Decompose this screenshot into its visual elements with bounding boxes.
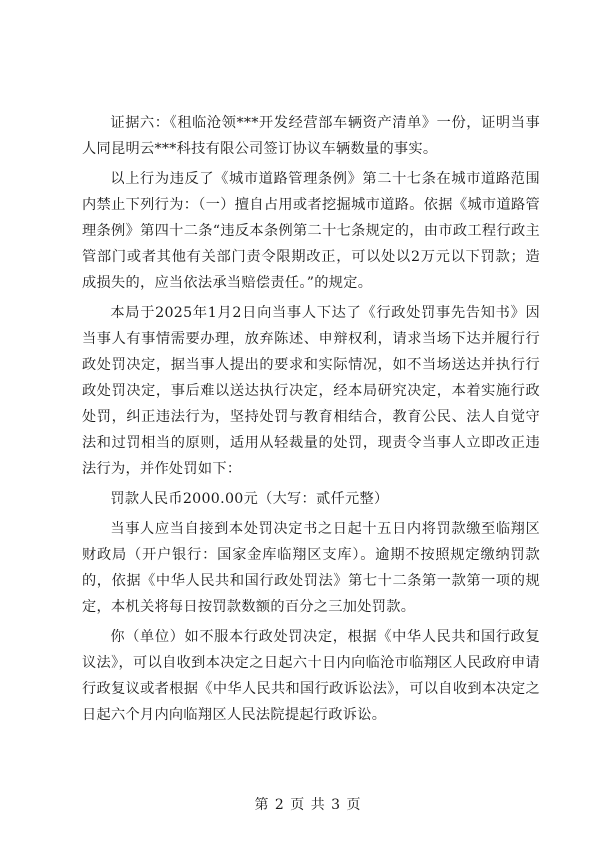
page-number-footer (0, 794, 616, 814)
paragraph-evidence-six: 证据六：《租临沧领***开发经营部车辆资产清单》一份，证明当事人同昆明云***科技有限公司签订协议车辆数量的事实。 (82, 115, 540, 157)
paragraph-fine-amount: 罚款人民币2000.00元（大写：贰仟元整） (110, 491, 389, 507)
paragraph-violation: 以上行为违反了《城市道路管理条例》第二十七条在城市道路范围内禁止下列行为：（一）擅自占用或者挖掘城市道路。依据《城市道路管理条例》第四十二条“违反本条例第二十七条规定的，由市政工程行政主管部门或者其他有关部门责令限期改正，可以处以2万元以下罚款；造成损失的，应当依法承当赔偿责任。”的规定。 (82, 171, 540, 291)
page-number-label: 第 2 页 共 3 页 (254, 797, 362, 813)
document-body (82, 110, 540, 732)
paragraph-decision: 本局于2025年1月2日向当事人下达了《行政处罚事先告知书》因当事人有事情需要办理，放弃陈述、申辩权利，请求当场下达并履行行政处罚决定，据当事人提出的要求和实际情况，如不当场送达并执行行政处罚决定，事后难以送达执行决定，经本局研究决定，本着实施行政处罚，纠正违法行为，坚持处罚与教育相结合，教育公民、法人自觉守法和过罚相当的原则，适用从轻裁量的处罚，现责令当事人立即改正违法行为，并作处罚如下： (82, 305, 540, 477)
paragraph-appeal: 你（单位）如不服本行政处罚决定，根据《中华人民共和国行政复议法》，可以自收到本决定之日起六十日内向临沧市临翔区人民政府申请行政复议或者根据《中华人民共和国行政诉讼法》，可以自收到本决定之日起六个月内向临翔区人民法院提起行政诉讼。 (82, 629, 540, 723)
paragraph-payment: 当事人应当自接到本处罚决定书之日起十五日内将罚款缴至临翔区财政局（开户银行：国家金库临翔区支库）。逾期不按照规定缴纳罚款的，依据《中华人民共和国行政处罚法》第七十二条第一款第一项的规定，本机关将每日按罚款数额的百分之三加处罚款。 (82, 521, 540, 615)
